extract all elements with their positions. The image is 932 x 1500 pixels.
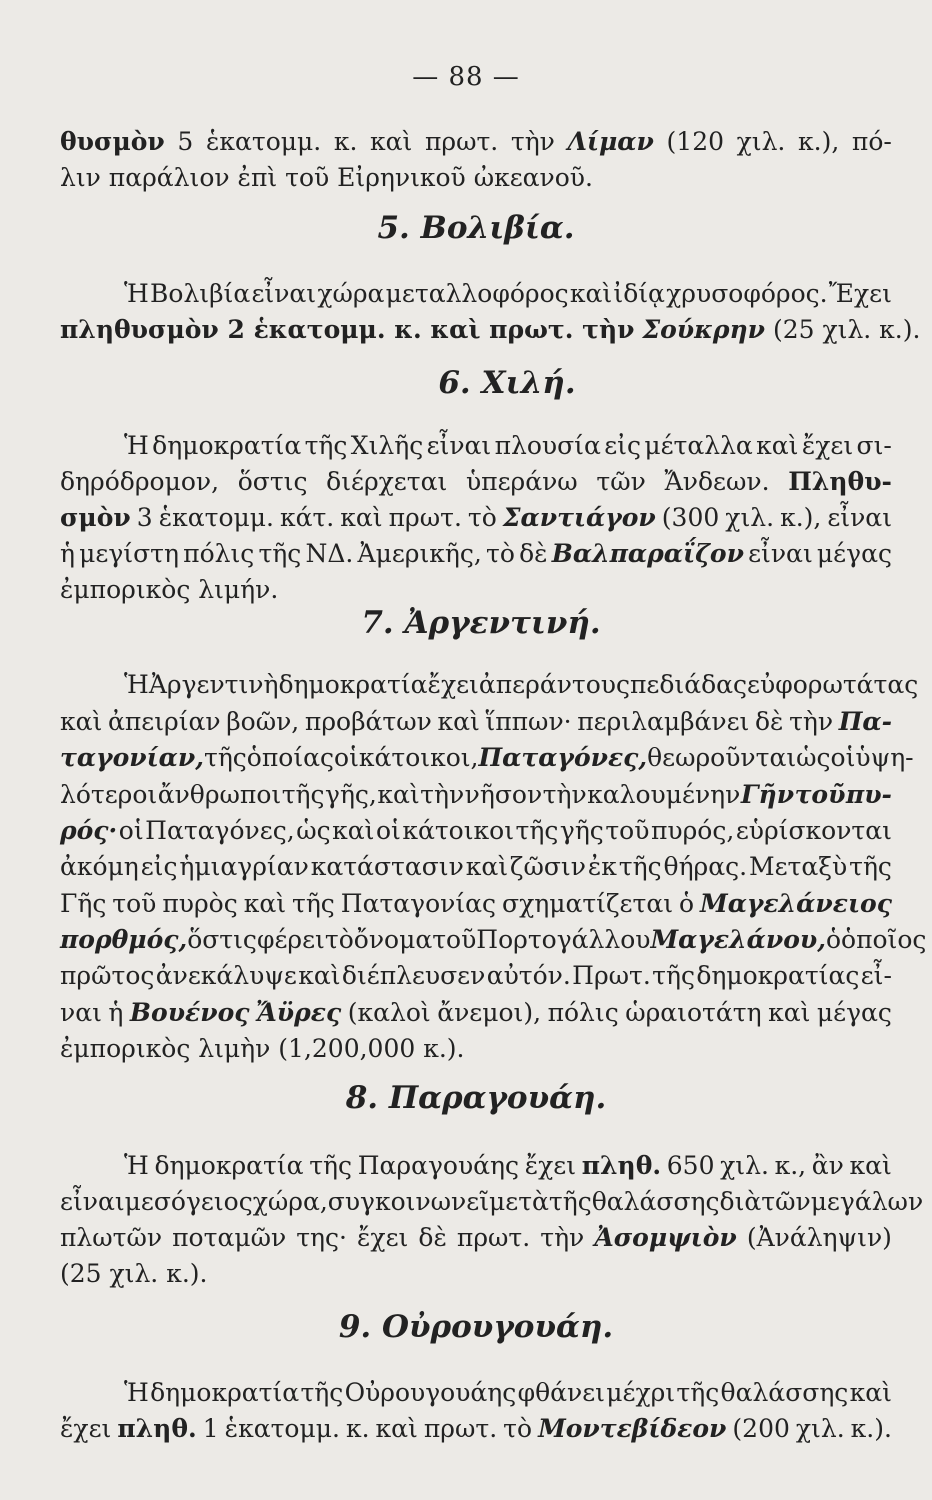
word: ἡμιαγρίαν bbox=[179, 852, 309, 881]
word: ὡς bbox=[796, 743, 831, 772]
word: Μεταξὺ bbox=[748, 852, 848, 881]
word: τῆς bbox=[300, 1378, 344, 1407]
text-line bbox=[60, 538, 892, 570]
word: Μοντεβίδεον bbox=[538, 1414, 727, 1443]
word: γῆς, bbox=[325, 780, 377, 809]
text-line bbox=[60, 706, 892, 738]
word: καὶ bbox=[243, 889, 287, 918]
word: ὅστις bbox=[187, 925, 257, 954]
word: τῆς bbox=[676, 1378, 720, 1407]
section-heading: 5. Βολιβία. bbox=[377, 210, 575, 246]
word: σμὸν bbox=[60, 503, 131, 532]
text-line bbox=[60, 1258, 892, 1290]
word: (200 bbox=[732, 1414, 790, 1443]
word: πρωτ. bbox=[456, 1223, 531, 1252]
text-line bbox=[60, 502, 892, 534]
word: μέγας bbox=[816, 539, 892, 568]
word: διέρχεται bbox=[326, 467, 448, 496]
word: καὶ bbox=[569, 279, 613, 308]
text-line bbox=[60, 742, 914, 774]
word: καὶ bbox=[756, 431, 799, 460]
word: Μαγελάνου, bbox=[650, 925, 826, 954]
word: θαλάσσης bbox=[591, 1187, 720, 1216]
text-line bbox=[60, 1186, 924, 1218]
word: οἱ bbox=[375, 816, 401, 845]
word: καὶ bbox=[849, 1151, 892, 1180]
word: κάτοικοι bbox=[402, 816, 515, 845]
word: τὴν bbox=[420, 780, 465, 809]
word: Μαγελάνειος bbox=[700, 889, 892, 918]
word: ποταμῶν bbox=[172, 1223, 287, 1252]
word: ἡ bbox=[60, 539, 75, 568]
word: Ἡ bbox=[124, 670, 149, 699]
word: τὴν bbox=[542, 780, 587, 809]
word: δὲ bbox=[418, 1223, 447, 1252]
word: θήρας. bbox=[663, 852, 748, 881]
word: ὁποῖος bbox=[841, 925, 927, 954]
word: κ., bbox=[774, 1151, 807, 1180]
word: καὶ bbox=[849, 1378, 892, 1407]
word: τῆς bbox=[618, 852, 662, 881]
word: αὐτόν. bbox=[486, 961, 571, 990]
text-line bbox=[60, 278, 892, 310]
word: Ἔχει bbox=[828, 279, 892, 308]
word: καλουμένην bbox=[587, 780, 741, 809]
word: καὶ bbox=[370, 127, 413, 156]
word: Ἀργεντινὴ bbox=[148, 670, 279, 699]
word: πεδιάδας bbox=[629, 670, 748, 699]
word: κ. bbox=[333, 127, 358, 156]
word: ἑκατομμ. bbox=[224, 1414, 340, 1443]
word: καὶ bbox=[340, 503, 383, 532]
word: ναι bbox=[60, 998, 102, 1027]
word: κ.). bbox=[850, 1414, 892, 1443]
word: οἱ bbox=[334, 743, 359, 772]
text-line bbox=[60, 1413, 892, 1445]
word: χιλ. bbox=[725, 503, 775, 532]
word: τῆς bbox=[258, 539, 302, 568]
word: Ἄνδεων. bbox=[664, 467, 770, 496]
word: πόλις bbox=[547, 998, 619, 1027]
word: (25 χιλ. κ.). bbox=[772, 315, 921, 344]
word: κ.), bbox=[798, 127, 840, 156]
text-line bbox=[60, 924, 927, 956]
word: διὰ bbox=[719, 1187, 762, 1216]
text-line bbox=[60, 1033, 892, 1065]
word: πό- bbox=[851, 127, 892, 156]
word: εὐφορωτάτας bbox=[747, 670, 919, 699]
word: ὁ bbox=[678, 889, 695, 918]
text-line bbox=[60, 314, 921, 346]
text-line bbox=[60, 779, 892, 811]
word: Ἀμερικῆς, bbox=[357, 539, 482, 568]
word: Χιλῆς bbox=[350, 431, 424, 460]
word: τῆς bbox=[292, 889, 335, 918]
word: χώρα, bbox=[252, 1187, 328, 1216]
word: ὄνομα bbox=[353, 925, 433, 954]
word: εἰς bbox=[604, 431, 641, 460]
text-line bbox=[60, 1222, 892, 1254]
word: συγκοινωνεῖ bbox=[327, 1187, 489, 1216]
word: εἶναι bbox=[827, 503, 892, 532]
text-line bbox=[60, 430, 892, 462]
word: κάτ. bbox=[279, 503, 335, 532]
word: τῆς bbox=[515, 816, 559, 845]
word: τῶν bbox=[596, 467, 646, 496]
word: μεσόγειος bbox=[124, 1187, 253, 1216]
word: πυρὸς bbox=[162, 889, 238, 918]
word: ἔχει bbox=[524, 1151, 577, 1180]
section-heading: 7. Ἀργεντινή. bbox=[361, 605, 601, 641]
word: φέρει bbox=[256, 925, 325, 954]
word: τὴν bbox=[789, 707, 834, 736]
word: κάτοικοι, bbox=[358, 743, 479, 772]
word: δημοκρατία bbox=[278, 670, 428, 699]
word: πορθμός, bbox=[60, 925, 188, 954]
word: κ.), bbox=[780, 503, 822, 532]
word: ἑκατομμ. bbox=[158, 503, 274, 532]
word: Πληθυ- bbox=[788, 467, 892, 496]
word: Λίμαν bbox=[567, 127, 654, 156]
text-line bbox=[60, 815, 892, 847]
word: προβάτων bbox=[304, 707, 432, 736]
section-heading: 9. Οὐρουγουάη. bbox=[338, 1309, 614, 1345]
word: ΝΔ. bbox=[305, 539, 354, 568]
word: ἀνεκάλυψε bbox=[155, 961, 297, 990]
word: οἱ bbox=[830, 743, 856, 772]
word: της· bbox=[296, 1223, 347, 1252]
word: ὡραιοτάτη bbox=[625, 998, 762, 1027]
word: τὴν bbox=[510, 127, 555, 156]
word: δὲ bbox=[755, 707, 784, 736]
word: Γῆν bbox=[740, 780, 795, 809]
word: τῆς bbox=[652, 961, 695, 990]
text-line bbox=[60, 960, 892, 992]
word: Σαντιάγον bbox=[502, 503, 656, 532]
word: 650 bbox=[666, 1151, 715, 1180]
word: πυ- bbox=[845, 780, 892, 809]
word: (Ἀνάληψιν) bbox=[746, 1223, 892, 1252]
word: σι- bbox=[856, 431, 892, 460]
word: λότεροι bbox=[60, 780, 158, 809]
word: μεγάλων bbox=[810, 1187, 924, 1216]
word: πρωτ. bbox=[424, 127, 499, 156]
word: πρῶτος bbox=[60, 961, 155, 990]
word: Πα- bbox=[838, 707, 892, 736]
word: τῆς bbox=[304, 431, 348, 460]
word: ἀκόμη bbox=[60, 852, 139, 881]
word: πρωτ. bbox=[423, 1414, 498, 1443]
word: τῆς bbox=[849, 852, 892, 881]
word: τῆς bbox=[309, 1151, 353, 1180]
word: κατάστασιν bbox=[310, 852, 464, 881]
word: εἰς bbox=[140, 852, 178, 881]
word: εἶναι bbox=[60, 1187, 125, 1216]
word: τὸ bbox=[467, 503, 497, 532]
text-line bbox=[60, 851, 892, 883]
word: μέταλλα bbox=[644, 431, 753, 460]
word: τῆς bbox=[281, 780, 325, 809]
word: μετὰ bbox=[489, 1187, 549, 1216]
word: Ἀσομψιὸν bbox=[594, 1223, 737, 1252]
word: ἂν bbox=[811, 1151, 844, 1180]
word: ἰδίᾳ bbox=[613, 279, 665, 308]
word: πληθ. bbox=[117, 1414, 197, 1443]
word: (300 bbox=[661, 503, 720, 532]
text-line bbox=[60, 669, 919, 701]
word: γῆς bbox=[559, 816, 604, 845]
word: ἡ bbox=[108, 998, 124, 1027]
word: χιλ. bbox=[720, 1151, 769, 1180]
word: καὶ bbox=[375, 1414, 418, 1443]
word: θεωροῦνται bbox=[647, 743, 797, 772]
word: Παταγονίας bbox=[340, 889, 497, 918]
text-line bbox=[60, 466, 892, 498]
word: Παταγόνες, bbox=[145, 816, 295, 845]
word: τοῦ bbox=[432, 925, 477, 954]
word: Βουένος bbox=[129, 998, 250, 1027]
word: φθάνει bbox=[517, 1378, 605, 1407]
word: εἶναι bbox=[426, 431, 492, 460]
word: ἐμπορικὸς λιμὴν (1,200,000 κ.). bbox=[60, 1034, 465, 1063]
word: ὁ bbox=[825, 925, 842, 954]
word: Βαλπαραΐζον bbox=[551, 539, 744, 568]
word: Ἡ bbox=[124, 279, 149, 308]
word: Πρωτ. bbox=[572, 961, 651, 990]
word: βοῶν, bbox=[226, 707, 300, 736]
word: (120 bbox=[666, 127, 725, 156]
word: Ἄϋρες bbox=[256, 998, 342, 1027]
word: ἔχει bbox=[357, 1223, 409, 1252]
word: ὑπεράνω bbox=[465, 467, 578, 496]
word: λιν παράλιον ἐπὶ τοῦ Εἰρηνικοῦ ὠκεανοῦ. bbox=[60, 163, 593, 192]
word: Ἡ bbox=[124, 431, 149, 460]
word: ἔχει bbox=[427, 670, 479, 699]
word: ἐμπορικὸς λιμήν. bbox=[60, 575, 279, 604]
word: καὶ bbox=[768, 998, 811, 1027]
word: πόλις bbox=[183, 539, 255, 568]
word: Οὐρουγουάης bbox=[344, 1378, 517, 1407]
word: ἀπειρίαν bbox=[107, 707, 221, 736]
word: περιλαμβάνει bbox=[577, 707, 750, 736]
text-line bbox=[60, 997, 892, 1029]
text-line bbox=[60, 888, 892, 920]
word: σχηματίζεται bbox=[502, 889, 674, 918]
word: ἵππων· bbox=[485, 707, 572, 736]
word: μεταλλοφόρος bbox=[385, 279, 569, 308]
word: δημοκρατία bbox=[152, 431, 302, 460]
word: θυσμὸν bbox=[60, 127, 165, 156]
word: θαλάσσης bbox=[720, 1378, 849, 1407]
word: 5 bbox=[177, 127, 194, 156]
word: Ἡ bbox=[124, 1151, 149, 1180]
word: μέχρι bbox=[606, 1378, 676, 1407]
word: Ἡ bbox=[124, 1378, 149, 1407]
page-number: — 88 — bbox=[412, 62, 520, 92]
section-heading: 6. Χιλή. bbox=[438, 365, 576, 401]
section-heading: 8. Παραγουάη. bbox=[345, 1080, 607, 1116]
word: δημοκρατίας bbox=[696, 961, 860, 990]
word: τῆς bbox=[203, 743, 247, 772]
word: μεγίστη bbox=[79, 539, 179, 568]
word: τὸ bbox=[324, 925, 354, 954]
word: χιλ. bbox=[795, 1414, 845, 1443]
text-line bbox=[60, 1377, 892, 1409]
word: 1 bbox=[202, 1414, 219, 1443]
word: τὸ bbox=[503, 1414, 533, 1443]
word: (25 χιλ. κ.). bbox=[60, 1259, 208, 1288]
word: τὸ bbox=[486, 539, 515, 568]
word: πληθυσμὸν 2 ἑκατομμ. κ. καὶ πρωτ. τὴν bbox=[60, 315, 635, 344]
word: καὶ bbox=[298, 961, 341, 990]
word: χώρα bbox=[317, 279, 385, 308]
word: ταγονίαν, bbox=[60, 743, 204, 772]
word: μέγας bbox=[816, 998, 892, 1027]
word: Παταγόνες, bbox=[478, 743, 648, 772]
word: εἶ- bbox=[860, 961, 892, 990]
word: Βολιβία bbox=[150, 279, 251, 308]
word: τοῦ bbox=[605, 816, 650, 845]
word: καὶ bbox=[437, 707, 480, 736]
word: κ. bbox=[345, 1414, 370, 1443]
text-line bbox=[60, 126, 892, 158]
word: οἱ bbox=[118, 816, 144, 845]
word: ἔχει bbox=[60, 1414, 112, 1443]
word: δὲ bbox=[519, 539, 548, 568]
word: τῆς bbox=[548, 1187, 592, 1216]
text-line bbox=[60, 1150, 892, 1182]
word: νῆσον bbox=[464, 780, 543, 809]
word: πυρός, bbox=[650, 816, 735, 845]
word: δημοκρατία bbox=[154, 1151, 304, 1180]
word: πληθ. bbox=[581, 1151, 662, 1180]
word: ὅστις bbox=[237, 467, 308, 496]
word: ἄνθρωποι bbox=[157, 780, 282, 809]
word: τοῦ bbox=[112, 889, 157, 918]
word: εὑρίσκονται bbox=[735, 816, 892, 845]
word: διέπλευσεν bbox=[341, 961, 486, 990]
word: 3 bbox=[136, 503, 153, 532]
word: πλουσία bbox=[494, 431, 601, 460]
word: εἶναι bbox=[748, 539, 813, 568]
word: καὶ bbox=[332, 816, 375, 845]
word: τοῦ bbox=[794, 780, 846, 809]
word: πλωτῶν bbox=[60, 1223, 163, 1252]
word: ὡς bbox=[296, 816, 331, 845]
word: ἄνεμοι), bbox=[437, 998, 542, 1027]
word: δηρόδρομον, bbox=[60, 467, 220, 496]
word: ὁποίας bbox=[246, 743, 335, 772]
word: εἶναι bbox=[251, 279, 317, 308]
word: ἔχει bbox=[801, 431, 854, 460]
word: τῶν bbox=[761, 1187, 811, 1216]
word: ἑκατομμ. bbox=[205, 127, 322, 156]
word: (καλοὶ bbox=[347, 998, 431, 1027]
word: πρωτ. bbox=[388, 503, 462, 532]
text-line bbox=[60, 574, 892, 606]
word: χρυσοφόρος. bbox=[666, 279, 828, 308]
word: δημοκρατία bbox=[150, 1378, 300, 1407]
text-line bbox=[60, 162, 892, 194]
word: ἀπεράντους bbox=[478, 670, 630, 699]
word: καὶ bbox=[60, 707, 103, 736]
word: χιλ. bbox=[736, 127, 786, 156]
word: ἐκ bbox=[587, 852, 617, 881]
word: Παραγουάης bbox=[357, 1151, 520, 1180]
word: καὶ bbox=[377, 780, 420, 809]
word: ρός· bbox=[60, 816, 118, 845]
word: ὑψη- bbox=[855, 743, 914, 772]
word: Γῆς bbox=[60, 889, 107, 918]
word: καὶ bbox=[465, 852, 509, 881]
word: Πορτογάλλου bbox=[476, 925, 651, 954]
word: τὴν bbox=[540, 1223, 585, 1252]
word: Σούκρην bbox=[642, 315, 766, 344]
word: ζῶσιν bbox=[509, 852, 586, 881]
